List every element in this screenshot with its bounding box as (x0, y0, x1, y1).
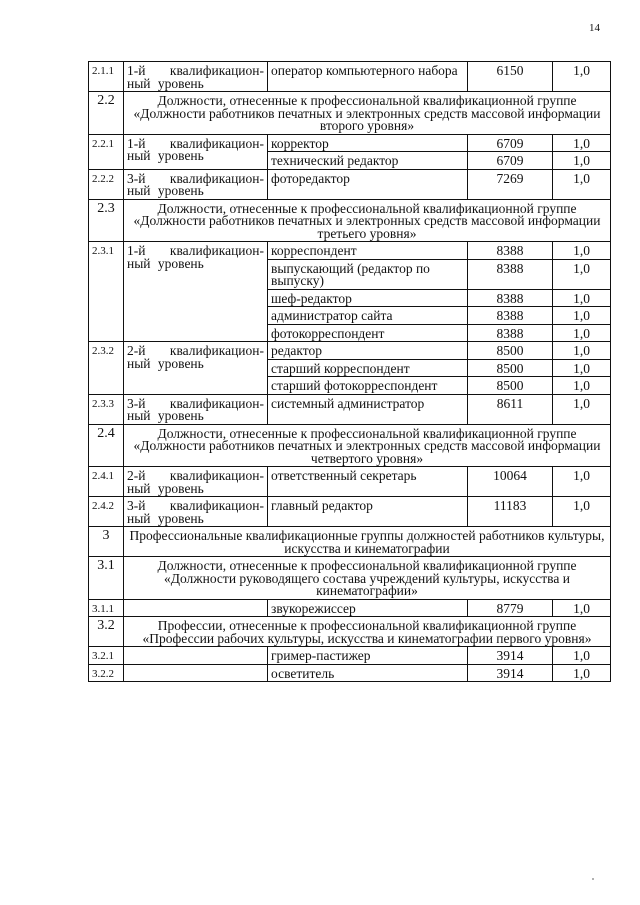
table-row (89, 169, 611, 199)
position-name: звукорежиссер (268, 599, 468, 617)
section-header-row (89, 617, 611, 647)
qualification-level: 3-й квалификацион-ный уровень (124, 169, 268, 199)
salary-value: 7269 (468, 169, 553, 199)
section-title: Профессии, отнесенные к профессиональной квалификационной группе «Профессии рабочих культуры, искусства и кинематографии первого уровня» (124, 617, 611, 647)
coefficient-value: 1,0 (553, 647, 611, 665)
position-name: ответственный секретарь (268, 467, 468, 497)
salary-value: 6709 (468, 134, 553, 152)
row-code: 2.1.1 (89, 62, 124, 92)
table-row (89, 242, 611, 260)
table-row (89, 342, 611, 360)
coefficient-value: 1,0 (553, 169, 611, 199)
section-code: 2.2 (89, 92, 124, 135)
salary-table (88, 61, 611, 682)
table-row (89, 664, 611, 682)
qualification-level: 1-й квалификацион-ный уровень (124, 62, 268, 92)
coefficient-value: 1,0 (553, 307, 611, 325)
position-name: фоторедактор (268, 169, 468, 199)
coefficient-value: 1,0 (553, 259, 611, 289)
coefficient-value: 1,0 (553, 599, 611, 617)
scan-speck (592, 878, 594, 880)
section-title: Должности, отнесенные к профессиональной квалификационной группе «Должности руководящего состава учреждений культуры, искусства и кинематографии» (124, 557, 611, 600)
section-title: Должности, отнесенные к профессиональной квалификационной группе «Должности работников печатных и электронных средств массовой информации второго уровня» (124, 92, 611, 135)
salary-value: 8388 (468, 324, 553, 342)
row-code: 2.3.1 (89, 242, 124, 342)
qualification-level: 1-й квалификацион-ный уровень (124, 242, 268, 342)
row-code: 2.2.1 (89, 134, 124, 169)
section-header-row (89, 92, 611, 135)
salary-value: 6150 (468, 62, 553, 92)
qualification-level: 1-й квалификацион-ный уровень (124, 134, 268, 169)
row-code: 2.2.2 (89, 169, 124, 199)
table-row (89, 599, 611, 617)
table-row (89, 134, 611, 152)
section-title: Профессиональные квалификационные группы должностей работников культуры, искусства и кинематографии (124, 527, 611, 557)
qualification-level (124, 664, 268, 682)
salary-value: 8500 (468, 359, 553, 377)
coefficient-value: 1,0 (553, 242, 611, 260)
section-header-row (89, 199, 611, 242)
position-name: редактор (268, 342, 468, 360)
salary-value: 11183 (468, 497, 553, 527)
position-name: корректор (268, 134, 468, 152)
position-name: главный редактор (268, 497, 468, 527)
position-name: корреспондент (268, 242, 468, 260)
row-code: 2.4.1 (89, 467, 124, 497)
salary-value: 8388 (468, 242, 553, 260)
qualification-level: 2-й квалификацион-ный уровень (124, 342, 268, 395)
coefficient-value: 1,0 (553, 62, 611, 92)
salary-value: 6709 (468, 152, 553, 170)
row-code: 3.2.1 (89, 647, 124, 665)
section-header-row (89, 527, 611, 557)
section-header-row (89, 557, 611, 600)
table-row (89, 497, 611, 527)
salary-value: 10064 (468, 467, 553, 497)
coefficient-value: 1,0 (553, 134, 611, 152)
position-name: старший фотокорреспондент (268, 377, 468, 395)
coefficient-value: 1,0 (553, 342, 611, 360)
section-code: 2.4 (89, 424, 124, 467)
qualification-level: 3-й квалификацион-ный уровень (124, 394, 268, 424)
position-name: системный администратор (268, 394, 468, 424)
qualification-level (124, 647, 268, 665)
coefficient-value: 1,0 (553, 394, 611, 424)
salary-value: 8388 (468, 289, 553, 307)
row-code: 2.3.3 (89, 394, 124, 424)
position-name: выпускающий (редактор по выпуску) (268, 259, 468, 289)
coefficient-value: 1,0 (553, 377, 611, 395)
salary-value: 8500 (468, 342, 553, 360)
table-row (89, 62, 611, 92)
position-name: старший корреспондент (268, 359, 468, 377)
section-code: 3.2 (89, 617, 124, 647)
position-name: гример-пастижер (268, 647, 468, 665)
salary-value: 3914 (468, 647, 553, 665)
coefficient-value: 1,0 (553, 359, 611, 377)
coefficient-value: 1,0 (553, 324, 611, 342)
coefficient-value: 1,0 (553, 152, 611, 170)
salary-value: 3914 (468, 664, 553, 682)
row-code: 2.4.2 (89, 497, 124, 527)
qualification-level: 2-й квалификацион-ный уровень (124, 467, 268, 497)
salary-value: 8500 (468, 377, 553, 395)
row-code: 3.1.1 (89, 599, 124, 617)
table-row (89, 467, 611, 497)
position-name: осветитель (268, 664, 468, 682)
coefficient-value: 1,0 (553, 497, 611, 527)
coefficient-value: 1,0 (553, 664, 611, 682)
row-code: 2.3.2 (89, 342, 124, 395)
section-title: Должности, отнесенные к профессиональной квалификационной группе «Должности работников печатных и электронных средств массовой информации четвертого уровня» (124, 424, 611, 467)
salary-value: 8611 (468, 394, 553, 424)
position-name: шеф-редактор (268, 289, 468, 307)
salary-value: 8388 (468, 259, 553, 289)
position-name: технический редактор (268, 152, 468, 170)
table-row (89, 394, 611, 424)
coefficient-value: 1,0 (553, 467, 611, 497)
section-code: 2.3 (89, 199, 124, 242)
position-name: администратор сайта (268, 307, 468, 325)
row-code: 3.2.2 (89, 664, 124, 682)
qualification-level (124, 599, 268, 617)
salary-value: 8779 (468, 599, 553, 617)
page-number: 14 (589, 22, 600, 34)
coefficient-value: 1,0 (553, 289, 611, 307)
table-row (89, 647, 611, 665)
qualification-level: 3-й квалификацион-ный уровень (124, 497, 268, 527)
position-name: фотокорреспондент (268, 324, 468, 342)
position-name: оператор компьютерного набора (268, 62, 468, 92)
section-code: 3 (89, 527, 124, 557)
section-title: Должности, отнесенные к профессиональной квалификационной группе «Должности работников печатных и электронных средств массовой информации третьего уровня» (124, 199, 611, 242)
section-header-row (89, 424, 611, 467)
section-code: 3.1 (89, 557, 124, 600)
salary-value: 8388 (468, 307, 553, 325)
